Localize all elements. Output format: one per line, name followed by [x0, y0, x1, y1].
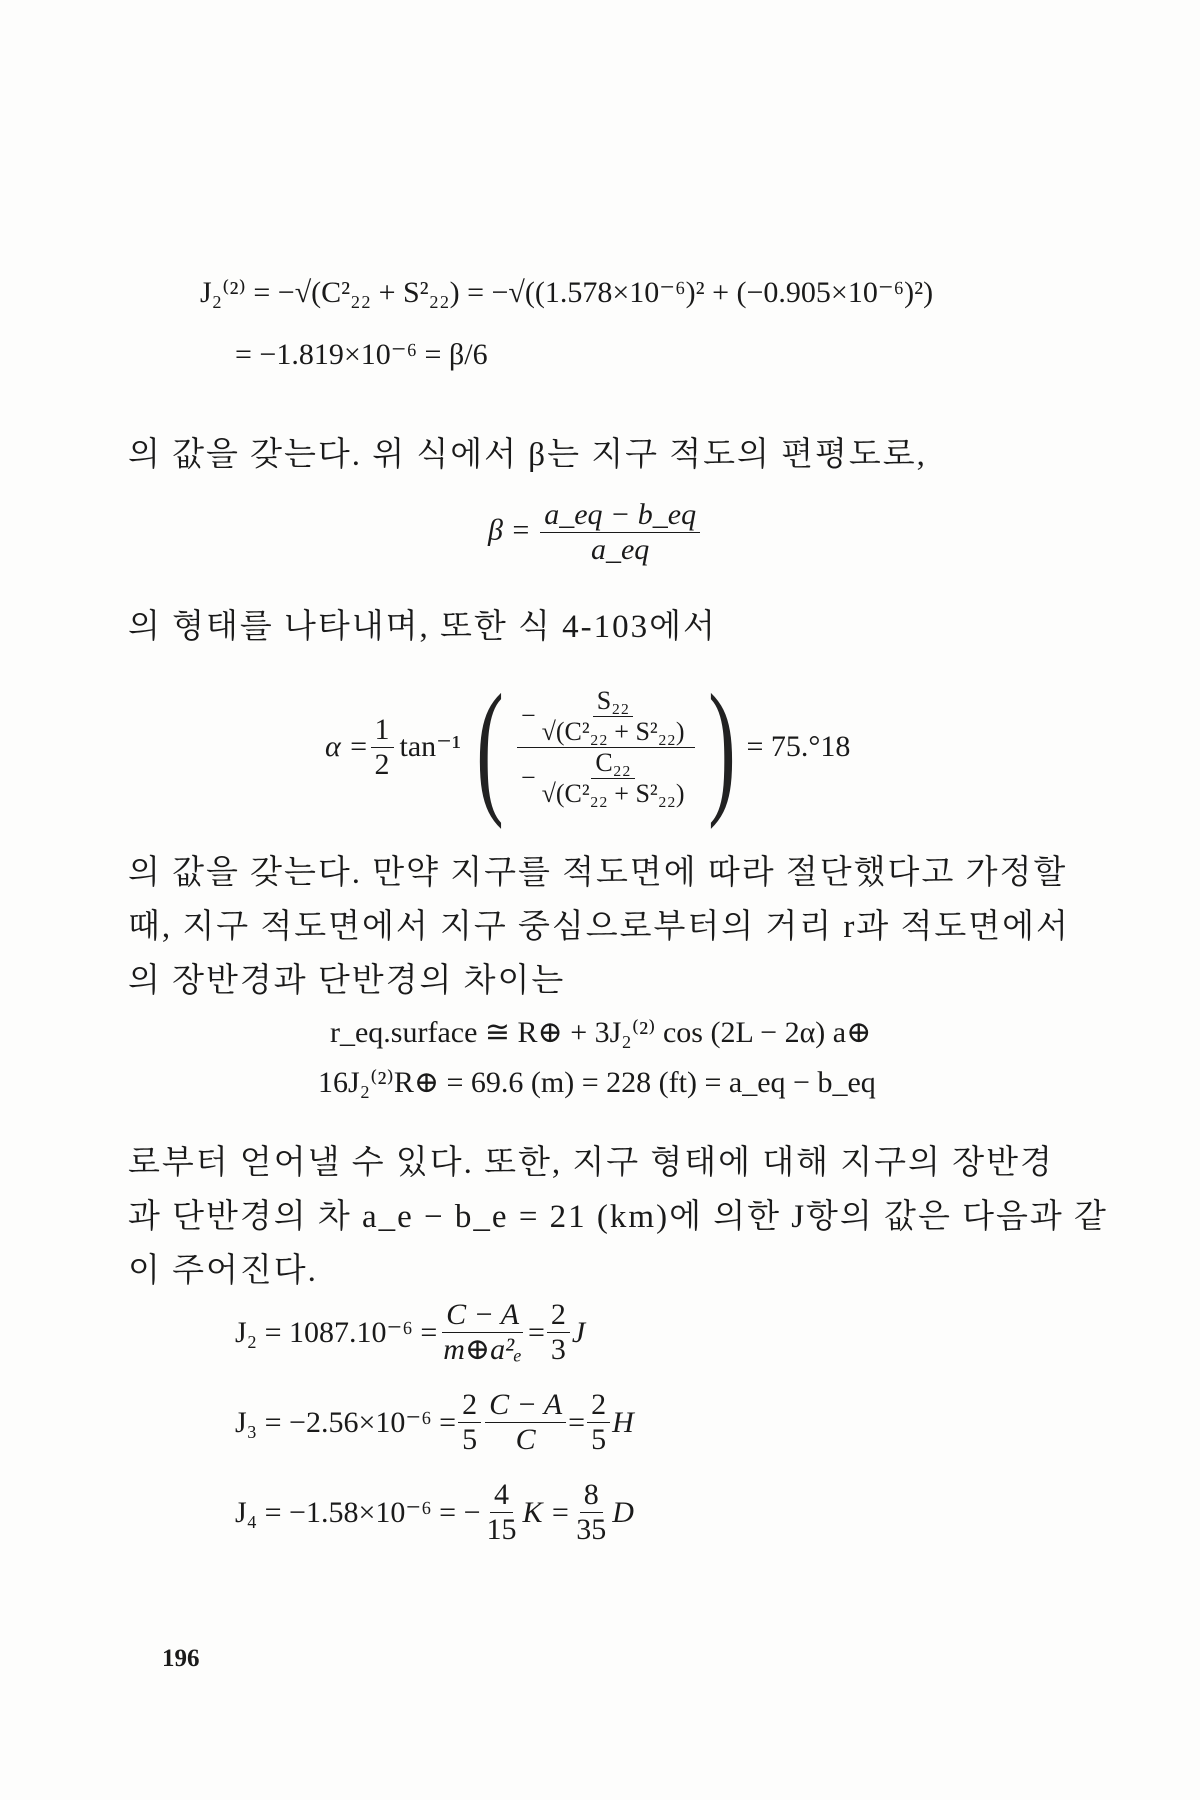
equation-j2-lhs: J₂ = 1087.10⁻⁶ = [235, 1315, 438, 1349]
equation-alpha-tan-inverse: tan⁻¹ [399, 730, 461, 763]
equation-j2-tail: J [571, 1315, 586, 1349]
equation-alpha-top-sqrt: √(C²₂₂ + S²₂₂) [541, 716, 685, 746]
paragraph-2-line-3: 이 주어진다. [128, 1253, 318, 1289]
equation-j4-frac2-den: 35 [576, 1513, 607, 1546]
paragraph-1-line-3: 의 장반경과 단반경의 차이는 [128, 963, 566, 999]
equation-j2-2-line2-wrap [235, 340, 488, 370]
equation-alpha-bottom [517, 748, 695, 807]
equation-j2-numerator: C − A [442, 1300, 523, 1333]
equation-j3 [235, 1390, 634, 1455]
equation-j3-denominator: C [515, 1423, 536, 1456]
equation-alpha-half-den: 2 [374, 747, 390, 781]
equation-j4-tail: D [612, 1495, 634, 1529]
equation-alpha-top-fraction [538, 685, 689, 746]
equation-r-surface-2 [318, 1068, 876, 1098]
equation-j3-two-fifths [458, 1390, 481, 1455]
equation-j4 [235, 1480, 634, 1545]
equation-j3-tail: H [612, 1405, 634, 1439]
equation-alpha-left-paren: ( [476, 664, 504, 830]
equation-r-surface-line2: 16J₂⁽²⁾R⊕ = 69.6 (m) = 228 (ft) = a_eq − b_eq [318, 1066, 876, 1099]
equation-j2-frac-den: 3 [550, 1333, 566, 1366]
paragraph-1-line-1: 의 값을 갖는다. 만약 지구를 적도면에 따라 절단했다고 가정할 [128, 855, 1068, 891]
equation-alpha-rhs: = 75.°18 [746, 730, 851, 763]
body-text-1: 의 값을 갖는다. 위 식에서 β는 지구 적도의 편평도로, [128, 437, 927, 473]
equation-alpha-big-fraction [517, 685, 695, 808]
equation-j4-frac1-den: 15 [486, 1513, 517, 1546]
equation-alpha-top-minus: − [520, 701, 536, 730]
equation-j4-frac2-num: 8 [580, 1480, 603, 1513]
page-number: 196 [162, 1645, 200, 1672]
equation-j3-equals: = [568, 1405, 586, 1439]
equation-j2-frac-num: 2 [547, 1300, 570, 1333]
equation-beta-denominator: a_eq [590, 533, 650, 566]
equation-r-surface-line1: r_eq.surface ≅ R⊕ + 3J₂⁽²⁾ cos (2L − 2α) a⊕ [330, 1016, 872, 1049]
equation-j3-lhs: J₃ = −2.56×10⁻⁶ = [235, 1405, 457, 1439]
equation-alpha-bottom-minus: − [520, 763, 536, 792]
equation-j4-lhs: J₄ = −1.58×10⁻⁶ = − [235, 1495, 481, 1529]
equation-j2-denominator: m⊕a²ₑ [443, 1333, 522, 1366]
equation-alpha-half-num: 1 [371, 715, 394, 748]
equation-r-surface [330, 1018, 871, 1048]
equation-beta-fraction [540, 500, 700, 565]
equation-j2-2-line1: J₂⁽²⁾ = −√(C²₂₂ + S²₂₂) = −√((1.578×10⁻⁶)² + (−0.905×10⁻⁶)²) [200, 276, 934, 309]
equation-alpha-c22: C₂₂ [591, 750, 634, 779]
paragraph-1-line-2: 때, 지구 적도면에서 지구 중심으로부터의 거리 r과 적도면에서 [128, 909, 1070, 945]
equation-j2-2-line2: = −1.819×10⁻⁶ = β/6 [235, 338, 488, 371]
equation-j4-eight-35ths [572, 1480, 610, 1545]
equation-j3-frac1-den: 5 [462, 1423, 478, 1456]
equation-j3-frac2-den: 5 [591, 1423, 607, 1456]
equation-j2-2 [200, 278, 933, 308]
equation-j2-two-thirds [547, 1300, 570, 1365]
equation-alpha-right-paren: ) [707, 664, 736, 830]
body-text-2: 의 형태를 나타내며, 또한 식 4-103에서 [128, 609, 717, 645]
equation-alpha-top [517, 685, 695, 748]
equation-beta-numerator: a_eq − b_eq [540, 500, 700, 533]
equation-j3-frac1-num: 2 [458, 1390, 481, 1423]
equation-alpha-half [371, 712, 394, 781]
equation-alpha-lhs: α = [325, 730, 369, 763]
equation-j2-equals: = [527, 1315, 545, 1349]
equation-j2-fraction [439, 1300, 526, 1365]
equation-alpha [325, 664, 851, 830]
equation-j4-k: K = [522, 1495, 571, 1529]
equation-beta-lhs: β = [488, 513, 531, 547]
equation-alpha-bottom-sqrt: √(C²₂₂ + S²₂₂) [541, 778, 685, 808]
equation-alpha-s22: S₂₂ [593, 688, 634, 717]
equation-j2 [235, 1300, 585, 1365]
equation-j4-four-fifteenths [483, 1480, 521, 1545]
paragraph-2-line-2: 과 단반경의 차 a_e − b_e = 21 (km)에 의한 J항의 값은 다음과 같 [128, 1199, 1108, 1235]
equation-j3-fraction [485, 1390, 566, 1455]
equation-j3-numerator: C − A [485, 1390, 566, 1423]
equation-j3-frac2-num: 2 [587, 1390, 610, 1423]
equation-j3-two-fifths-2 [587, 1390, 610, 1455]
equation-j4-frac1-num: 4 [490, 1480, 513, 1513]
equation-alpha-bottom-fraction [538, 747, 689, 808]
equation-beta [488, 500, 702, 565]
paragraph-2-line-1: 로부터 얻어낼 수 있다. 또한, 지구 형태에 대해 지구의 장반경 [128, 1145, 1054, 1181]
